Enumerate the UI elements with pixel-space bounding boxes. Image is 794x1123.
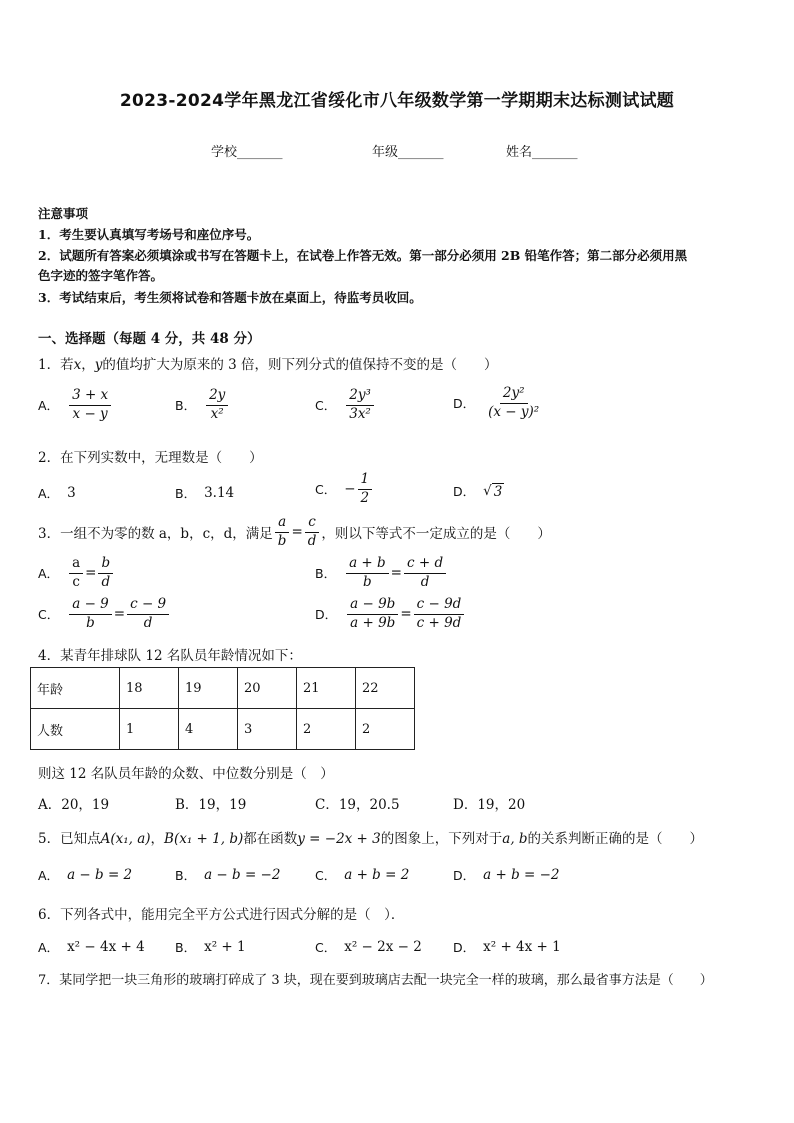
q6-option-c: C． x² − 2x − 2 [315,939,422,955]
q4-option-b: B．19，19 [175,797,247,813]
table-cell: 3 [238,709,297,750]
q4-option-d: D．19，20 [453,797,526,813]
q3-option-c: C． $\frac{a - 9}{b}$ = $\frac{c - 9}{d}$ [38,597,171,631]
note-2a: 2．试题所有答案必须填涂或书写在答题卡上，在试卷上作答无效。第一部分必须用 2B 铅笔作答；第二部分必须用黑 [38,248,688,263]
q1-option-a: A． $\frac{3 + x}{x - y}$ [38,388,113,422]
sqrt-symbol: √ 3 [483,482,503,500]
table-row [31,668,415,709]
question-3-stem: 3．一组不为零的数 a，b，c，d，满足 $\frac{a}{b}$ = $\frac{c}{d}$ ，则以下等式不一定成立的是（ ） [38,514,551,549]
q6-option-d: D． x² + 4x + 1 [453,939,561,955]
table-cell: 人数 [31,709,120,750]
age-table [30,667,415,750]
q5-option-b: B． a − b = −2 [175,867,281,883]
table-cell: 2 [356,709,415,750]
q2-option-d: D． √ 3 [453,482,503,500]
name-field: 姓名_______ [506,145,578,160]
question-6-stem: 6．下列各式中，能用完全平方公式进行因式分解的是（ ）． [38,907,405,923]
table-cell: 年龄 [31,668,120,709]
q1-option-b: B． $\frac{2y}{\text{x²}}$ [175,388,230,422]
q2-option-b: B． 3.14 [175,485,235,501]
q5-option-c: C． a + b = 2 [315,867,410,883]
table-cell: 18 [120,668,179,709]
q1-option-c: C． $\frac{\text{2y³}}{\text{3x²}}$ [315,388,376,422]
table-cell: 21 [297,668,356,709]
q4-option-a: A．20，19 [38,797,110,813]
table-cell: 4 [179,709,238,750]
q2-option-c: C． − $\frac{1}{2}$ [315,472,374,506]
table-cell: 2 [297,709,356,750]
note-1: 1．考生要认真填写考场号和座位序号。 [38,227,260,242]
question-5-stem: 5．已知点A(x₁, a)，B(x₁ + 1, b)都在函数y = −2x + 3的图象上，下列对于a, b的关系判断正确的是（ ） [38,831,704,847]
note-3: 3．考试结束后，考生须将试卷和答题卡放在桌面上，待监考员收回。 [38,290,422,305]
notes-heading: 注意事项 [38,206,89,221]
note-2b: 色字迹的签字笔作答。 [38,268,164,283]
q6-option-b: B． x² + 1 [175,939,246,955]
question-7-stem: 7．某同学把一块三角形的玻璃打碎成了 3 块，现在要到玻璃店去配一块完全一样的玻璃，那么最省事方法是（ ） [38,973,713,988]
table-cell: 22 [356,668,415,709]
q3-option-b: B． $\frac{a + b}{b}$ = $\frac{c + d}{d}$ [315,556,448,590]
table-cell: 20 [238,668,297,709]
grade-field: 年级_______ [372,145,444,160]
question-1-stem: 1．若x，y的值均扩大为原来的 3 倍，则下列分式的值保持不变的是（ ） [38,357,498,373]
q2-option-a: A． 3 [38,485,76,501]
q3-option-d: D． $\frac{a - 9b}{a + 9b}$ = $\frac{c - 9d}{c + 9d}$ [315,597,466,631]
q3-option-a: A． $\frac{a}{c}$ = $\frac{b}{d}$ [38,556,115,590]
q5-option-d: D． a + b = −2 [453,867,560,883]
school-field: 学校_______ [211,145,283,160]
question-4-stem: 4．某青年排球队 12 名队员年龄情况如下： [38,648,302,664]
q1-option-d: D． $\frac{\text{2y²}}{\text{(x − y)²}}$ [453,385,540,420]
question-2-stem: 2．在下列实数中，无理数是（ ） [38,450,263,466]
table-cell: 19 [179,668,238,709]
question-4-stem-2: 则这 12 名队员年龄的众数、中位数分别是（ ） [38,766,334,782]
q4-option-c: C．19，20.5 [315,797,400,813]
page-title: 2023-2024学年黑龙江省绥化市八年级数学第一学期期末达标测试试题 [119,91,675,111]
section-heading: 一、选择题（每题 4 分，共 48 分） [38,331,261,347]
q6-option-a: A． x² − 4x + 4 [38,939,145,955]
q5-option-a: A． a − b = 2 [38,867,133,883]
table-cell: 1 [120,709,179,750]
table-row [31,709,415,750]
